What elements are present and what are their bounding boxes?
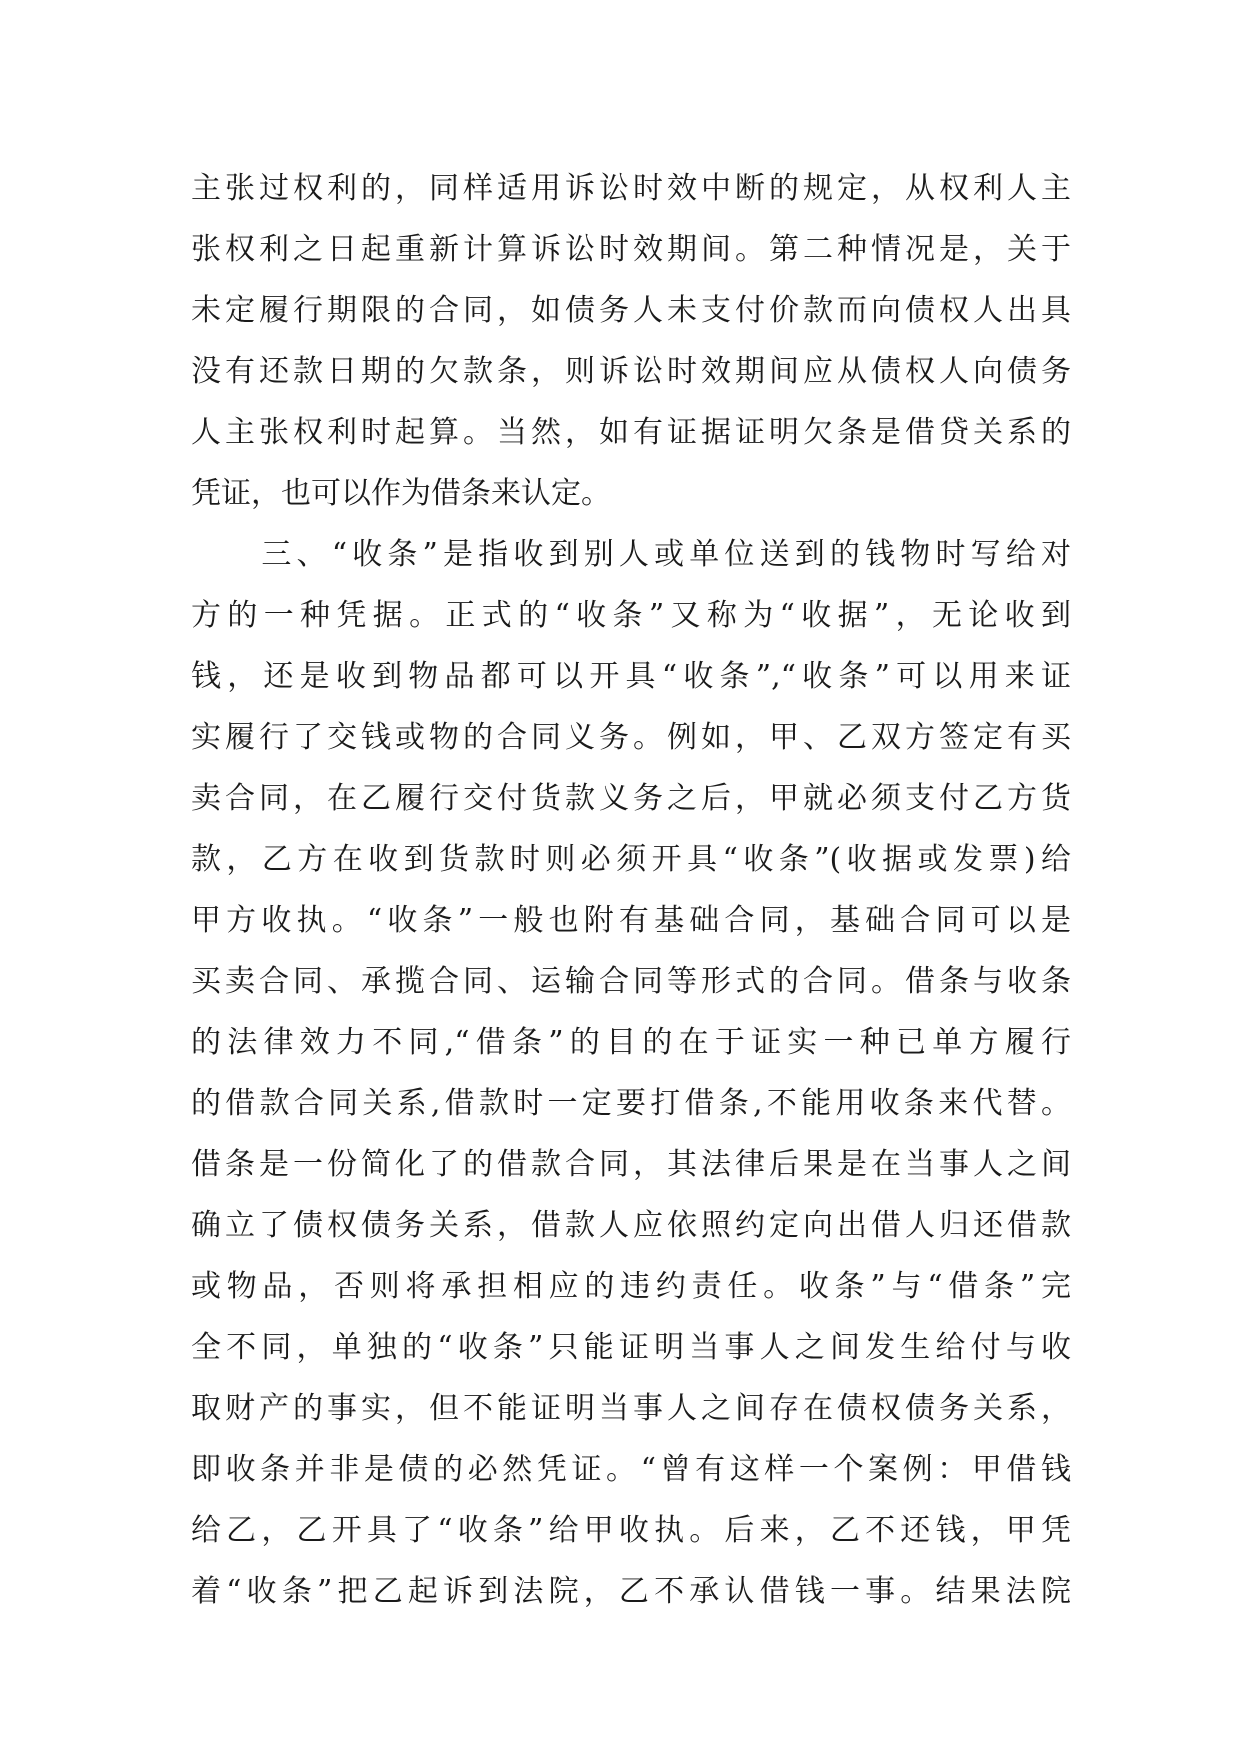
text-line: 买卖合同、承揽合同、运输合同等形式的合同。借条与收条 [191,964,1071,999]
text-line: 人主张权利时起算。当然，如有证据证明欠条是借贷关系的 [191,415,1071,450]
text-line: 三、“收条”是指收到别人或单位送到的钱物时写给对 [191,537,1071,572]
text-line: 的法律效力不同,“借条”的目的在于证实一种已单方履行 [191,1025,1071,1060]
text-line: 给乙，乙开具了“收条”给甲收执。后来，乙不还钱，甲凭 [191,1513,1071,1548]
text-line: 未定履行期限的合同，如债务人未支付价款而向债权人出具 [191,293,1071,328]
body-text [191,158,1071,1622]
text-line: 确立了债权债务关系，借款人应依照约定向出借人归还借款 [191,1208,1071,1243]
text-line: 钱，还是收到物品都可以开具“收条”,“收条”可以用来证 [191,659,1071,694]
text-line: 全不同，单独的“收条”只能证明当事人之间发生给付与收 [191,1330,1071,1365]
text-line: 即收条并非是债的必然凭证。“曾有这样一个案例：甲借钱 [191,1452,1071,1487]
text-line: 卖合同，在乙履行交付货款义务之后，甲就必须支付乙方货 [191,781,1071,816]
text-line: 实履行了交钱或物的合同义务。例如，甲、乙双方签定有买 [191,720,1071,755]
text-line: 或物品，否则将承担相应的违约责任。收条”与“借条”完 [191,1269,1071,1304]
text-line: 取财产的事实，但不能证明当事人之间存在债权债务关系， [191,1391,1071,1426]
text-line: 主张过权利的，同样适用诉讼时效中断的规定，从权利人主 [191,171,1071,206]
text-line: 的借款合同关系,借款时一定要打借条,不能用收条来代替。 [191,1086,1071,1121]
text-line: 款，乙方在收到货款时则必须开具“收条”(收据或发票)给 [191,842,1071,877]
text-line: 没有还款日期的欠款条，则诉讼时效期间应从债权人向债务 [191,354,1071,389]
text-line: 着“收条”把乙起诉到法院，乙不承认借钱一事。结果法院 [191,1574,1071,1609]
text-line: 张权利之日起重新计算诉讼时效期间。第二种情况是，关于 [191,232,1071,267]
text-line: 方的一种凭据。正式的“收条”又称为“收据”，无论收到 [191,598,1071,633]
text-line: 甲方收执。“收条”一般也附有基础合同，基础合同可以是 [191,903,1071,938]
text-line: 凭证，也可以作为借条来认定。 [191,476,611,511]
text-line: 借条是一份简化了的借款合同，其法律后果是在当事人之间 [191,1147,1071,1182]
